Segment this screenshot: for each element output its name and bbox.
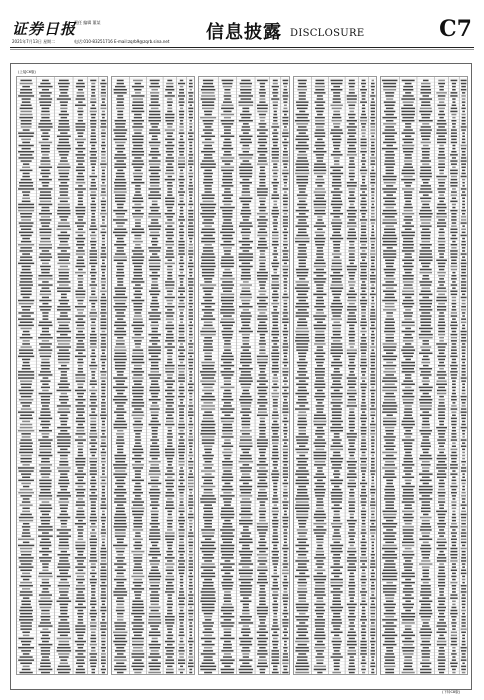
newspaper-page [6, 6, 478, 694]
section-title: 信息披露 [206, 22, 282, 43]
masthead-rule-secondary [10, 49, 474, 50]
table-column-block [381, 77, 468, 675]
disclosure-tables [16, 66, 468, 686]
table-column-block [17, 77, 108, 675]
editor-info: 责任 编辑 董某 [74, 20, 101, 25]
page-number: C7 [439, 16, 472, 42]
contact-info: 电话:010-83251716 E-mail:zqrb9@zqrb.sina.net [74, 39, 170, 44]
table-column-block [199, 77, 290, 675]
issue-date: 2021年7月13日 星期二 [12, 39, 56, 44]
newspaper-logo: 证券日报 [12, 20, 77, 38]
continued-to-note: (下转C8版) [442, 690, 460, 694]
dense-table-grid [16, 66, 468, 686]
masthead [6, 6, 478, 48]
table-column-block [294, 77, 377, 675]
section-title-english: DISCLOSURE [290, 28, 365, 39]
table-column-block [112, 77, 195, 675]
continued-from-caption: (上接C6版) [18, 70, 36, 74]
masthead-rule [10, 47, 474, 48]
